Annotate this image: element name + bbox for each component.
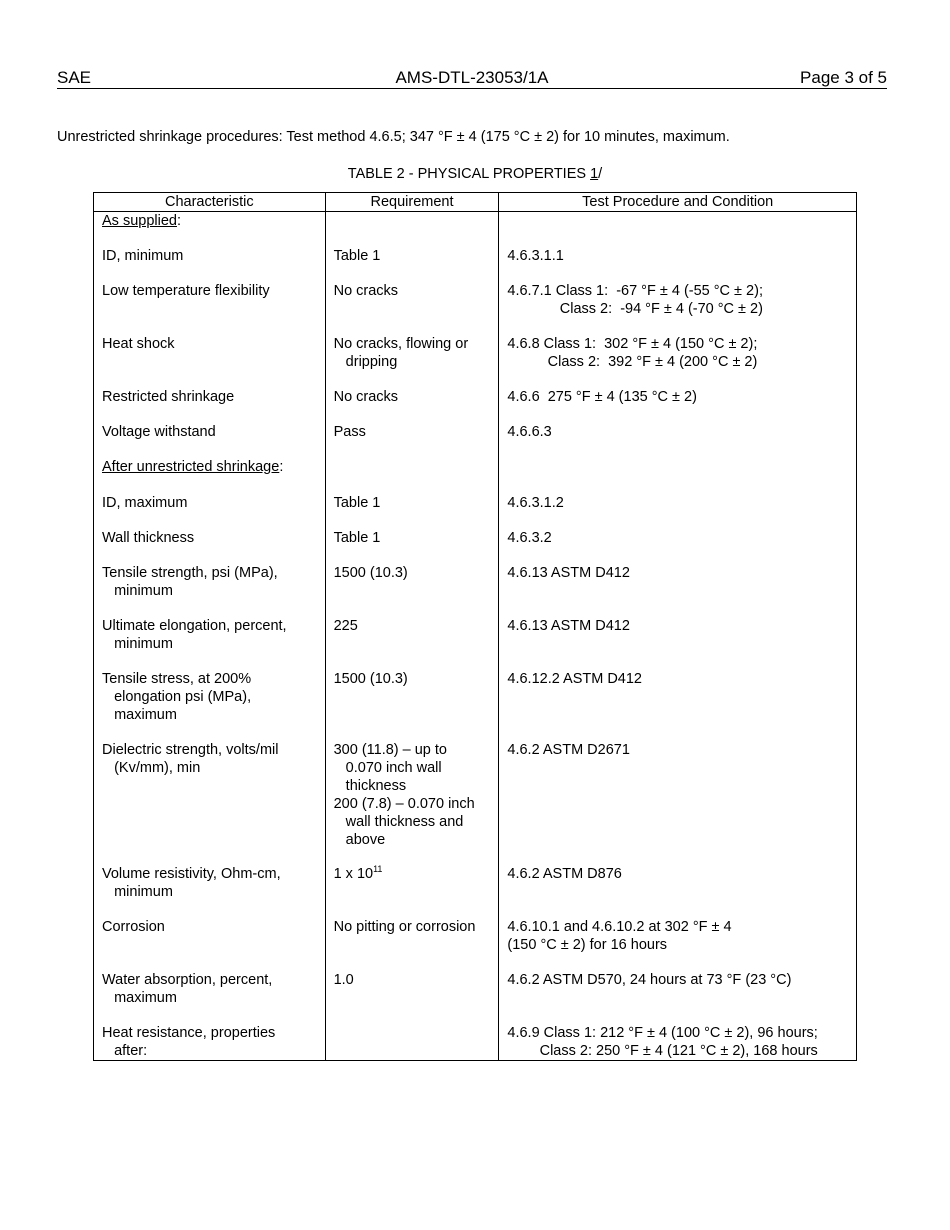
section-label <box>94 212 326 247</box>
table-row <box>94 494 857 529</box>
caption-note-ref: 1 <box>590 166 599 182</box>
table-row <box>94 741 857 865</box>
section-row-as-supplied <box>94 212 857 247</box>
document-number: AMS-DTL-23053/1A <box>395 68 549 87</box>
characteristic-cell: Heat shock <box>94 335 326 388</box>
characteristic-cell: Water absorption, percent, maximum <box>94 971 326 1024</box>
caption-text: TABLE 2 - PHYSICAL PROPERTIES <box>347 166 591 182</box>
characteristic-cell: Voltage withstand <box>94 423 326 458</box>
test-cell: 4.6.9 Class 1: 212 °F ± 4 (100 °C ± 2), 96 hours; Class 2: 250 °F ± 4 (121 °C ± 2), 168 hours <box>499 1024 857 1061</box>
characteristic-cell: Heat resistance, properties after: <box>94 1024 326 1061</box>
section-colon: : <box>279 458 284 475</box>
requirement-cell <box>325 1024 499 1061</box>
requirement-cell: 225 <box>325 617 499 670</box>
table-row <box>94 247 857 282</box>
table-row <box>94 388 857 423</box>
requirement-cell: 1500 (10.3) <box>325 564 499 617</box>
table-row <box>94 971 857 1024</box>
table-row <box>94 529 857 564</box>
requirement-cell: 300 (11.8) – up to 0.070 inch wall thickness 200 (7.8) – 0.070 inch wall thickness and above <box>325 741 499 865</box>
header-characteristic: Characteristic <box>94 193 326 212</box>
characteristic-cell: Low temperature flexibility <box>94 282 326 335</box>
requirement-cell <box>325 865 499 918</box>
table-caption <box>0 166 950 182</box>
characteristic-cell: Tensile strength, psi (MPa), minimum <box>94 564 326 617</box>
physical-properties-table <box>93 192 857 1061</box>
requirement-cell: Table 1 <box>325 529 499 564</box>
table-row <box>94 423 857 458</box>
requirement-cell: Table 1 <box>325 247 499 282</box>
characteristic-cell: ID, minimum <box>94 247 326 282</box>
section-colon: : <box>176 213 181 229</box>
requirement-cell: Table 1 <box>325 494 499 529</box>
table-row <box>94 918 857 971</box>
characteristic-cell: ID, maximum <box>94 494 326 529</box>
characteristic-cell: Volume resistivity, Ohm-cm, minimum <box>94 865 326 918</box>
test-cell: 4.6.10.1 and 4.6.10.2 at 302 °F ± 4 (150 °C ± 2) for 16 hours <box>499 918 857 971</box>
test-cell: 4.6.6.3 <box>499 423 857 458</box>
requirement-cell: No cracks <box>325 388 499 423</box>
table-row <box>94 617 857 670</box>
test-cell: 4.6.13 ASTM D412 <box>499 617 857 670</box>
requirement-cell: 1500 (10.3) <box>325 670 499 741</box>
table-row <box>94 564 857 617</box>
page-header <box>57 68 887 89</box>
test-cell: 4.6.2 ASTM D2671 <box>499 741 857 865</box>
resistivity-base: 1 x 10 <box>333 865 374 882</box>
requirement-cell: Pass <box>325 423 499 458</box>
characteristic-cell: Dielectric strength, volts/mil (Kv/mm), min <box>94 741 326 865</box>
table-row <box>94 335 857 388</box>
page-number: Page 3 of 5 <box>800 68 887 87</box>
requirement-cell: No cracks, flowing or dripping <box>325 335 499 388</box>
test-cell: 4.6.3.1.1 <box>499 247 857 282</box>
test-cell: 4.6.3.1.2 <box>499 494 857 529</box>
header-test-procedure: Test Procedure and Condition <box>499 193 857 212</box>
characteristic-cell: Tensile stress, at 200% elongation psi (MPa), maximum <box>94 670 326 741</box>
section-row-after-shrinkage <box>94 458 857 494</box>
requirement-cell: No cracks <box>325 282 499 335</box>
test-cell: 4.6.8 Class 1: 302 °F ± 4 (150 °C ± 2); Class 2: 392 °F ± 4 (200 °C ± 2) <box>499 335 857 388</box>
characteristic-cell: Ultimate elongation, percent, minimum <box>94 617 326 670</box>
table-row <box>94 282 857 335</box>
caption-suffix: / <box>598 166 603 182</box>
header-requirement: Requirement <box>325 193 499 212</box>
section-as-supplied: As supplied <box>102 213 177 229</box>
requirement-cell: 1.0 <box>325 971 499 1024</box>
test-cell: 4.6.2 ASTM D876 <box>499 865 857 918</box>
test-cell: 4.6.2 ASTM D570, 24 hours at 73 °F (23 °C) <box>499 971 857 1024</box>
characteristic-cell: Restricted shrinkage <box>94 388 326 423</box>
test-cell: 4.6.12.2 ASTM D412 <box>499 670 857 741</box>
test-cell: 4.6.3.2 <box>499 529 857 564</box>
section-label <box>94 458 326 494</box>
resistivity-exponent: 11 <box>373 863 383 874</box>
table-header-row <box>94 193 857 212</box>
test-cell: 4.6.7.1 Class 1: -67 °F ± 4 (-55 °C ± 2); Class 2: -94 °F ± 4 (-70 °C ± 2) <box>499 282 857 335</box>
test-cell: 4.6.6 275 °F ± 4 (135 °C ± 2) <box>499 388 857 423</box>
characteristic-cell: Wall thickness <box>94 529 326 564</box>
section-after-shrinkage: After unrestricted shrinkage <box>102 458 280 475</box>
characteristic-cell: Corrosion <box>94 918 326 971</box>
table-row <box>94 865 857 918</box>
requirement-cell: No pitting or corrosion <box>325 918 499 971</box>
table-row <box>94 1024 857 1061</box>
test-cell: 4.6.13 ASTM D412 <box>499 564 857 617</box>
intro-paragraph: Unrestricted shrinkage procedures: Test method 4.6.5; 347 °F ± 4 (175 °C ± 2) for 10 minutes, maximum. <box>57 129 730 145</box>
table-row <box>94 670 857 741</box>
org-name: SAE <box>57 68 92 87</box>
